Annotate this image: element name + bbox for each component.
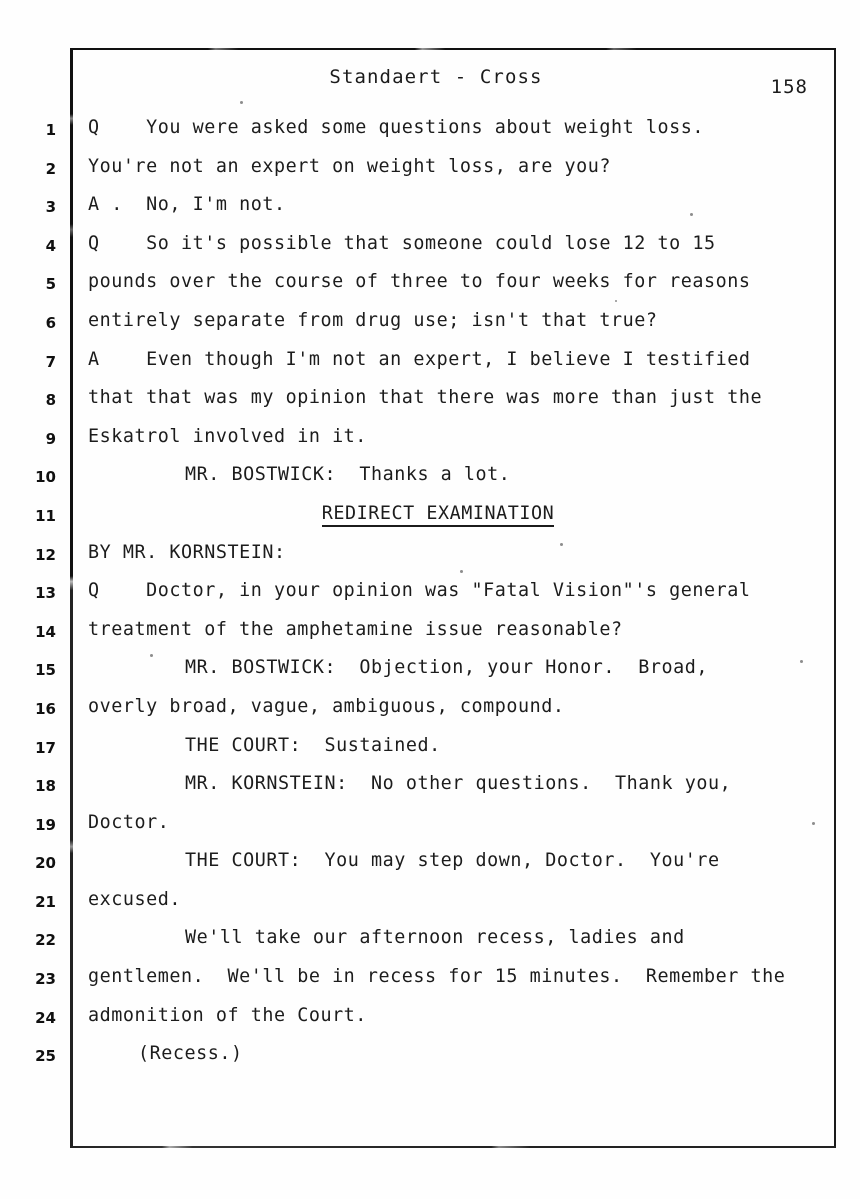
line-number: 12 — [35, 545, 56, 564]
transcript-line — [0, 462, 860, 501]
line-text: treatment of the amphetamine issue reasonable? — [88, 618, 623, 640]
line-number: 8 — [45, 391, 56, 410]
line-text: pounds over the course of three to four weeks for reasons — [88, 271, 751, 293]
transcript-line — [0, 617, 860, 656]
line-number: 1 — [45, 121, 56, 139]
line-number: 9 — [45, 429, 56, 448]
line-text: BY MR. KORNSTEIN: — [88, 541, 286, 563]
transcript-line — [0, 964, 860, 1003]
line-text: THE COURT: You may step down, Doctor. You're — [185, 850, 720, 872]
line-text: MR. BOSTWICK: Objection, your Honor. Broad, — [185, 657, 708, 679]
line-number: 24 — [35, 1008, 56, 1027]
line-number: 25 — [35, 1047, 56, 1066]
transcript-line — [0, 424, 860, 463]
transcript-line — [0, 154, 860, 193]
transcript-line — [0, 810, 860, 849]
line-number: 10 — [35, 468, 56, 487]
line-text — [88, 503, 818, 524]
transcript-line — [0, 925, 860, 964]
line-text: MR. BOSTWICK: Thanks a lot. — [185, 464, 511, 486]
line-text: Q Doctor, in your opinion was "Fatal Vision"'s general — [88, 580, 751, 602]
transcript-line — [0, 1041, 860, 1080]
transcript-line — [0, 733, 860, 772]
line-number: 13 — [35, 584, 56, 603]
line-number: 23 — [35, 970, 56, 989]
page-number: 158 — [770, 76, 808, 98]
line-number: 11 — [35, 506, 56, 525]
transcript-line — [0, 192, 860, 231]
transcript-line — [0, 308, 860, 347]
section-heading: REDIRECT EXAMINATION — [322, 503, 554, 527]
transcript-line — [0, 540, 860, 579]
transcript-line — [0, 771, 860, 810]
transcript-line — [0, 115, 860, 154]
line-text: that that was my opinion that there was more than just the — [88, 387, 763, 409]
line-number: 7 — [45, 352, 56, 371]
line-number: 3 — [45, 198, 56, 217]
line-text: MR. KORNSTEIN: No other questions. Thank you, — [185, 773, 732, 795]
line-number: 18 — [35, 777, 56, 796]
transcript-line — [0, 1003, 860, 1042]
transcript-line — [0, 269, 860, 308]
line-text: Q So it's possible that someone could lose 12 to 15 — [88, 232, 716, 254]
line-number: 17 — [35, 738, 56, 757]
transcript-line — [0, 231, 860, 270]
line-text: You're not an expert on weight loss, are you? — [88, 155, 611, 177]
line-number: 15 — [35, 661, 56, 680]
line-text: We'll take our afternoon recess, ladies and — [185, 927, 685, 949]
page-header — [70, 60, 836, 100]
line-text: admonition of the Court. — [88, 1004, 367, 1026]
line-text: (Recess.) — [138, 1043, 243, 1065]
line-text: A Even though I'm not an expert, I believe I testified — [88, 348, 751, 370]
line-number: 20 — [35, 854, 56, 873]
line-text: overly broad, vague, ambiguous, compound. — [88, 695, 565, 717]
line-number: 19 — [35, 815, 56, 834]
line-text: Eskatrol involved in it. — [88, 425, 367, 447]
line-text: entirely separate from drug use; isn't that true? — [88, 309, 658, 331]
line-number: 2 — [45, 159, 56, 178]
line-text: A . No, I'm not. — [88, 194, 286, 216]
line-number: 21 — [35, 892, 56, 911]
transcript-body — [0, 115, 860, 1080]
transcript-line — [0, 578, 860, 617]
line-text: Doctor. — [88, 811, 170, 833]
line-number: 4 — [45, 236, 56, 255]
line-number: 14 — [35, 622, 56, 641]
line-text: Q You were asked some questions about weight loss. — [88, 117, 704, 138]
transcript-line — [0, 848, 860, 887]
transcript-line — [0, 887, 860, 926]
transcript-line — [0, 501, 860, 540]
transcript-line — [0, 694, 860, 733]
line-text: gentlemen. We'll be in recess for 15 minutes. Remember the — [88, 966, 786, 988]
line-number: 5 — [45, 275, 56, 294]
transcript-line — [0, 655, 860, 694]
line-number: 6 — [45, 313, 56, 332]
transcript-line — [0, 385, 860, 424]
line-number: 16 — [35, 699, 56, 718]
header-title: Standaert - Cross — [329, 66, 543, 88]
line-number: 22 — [35, 931, 56, 950]
scan-speck — [240, 101, 243, 104]
transcript-line — [0, 347, 860, 386]
line-text: THE COURT: Sustained. — [185, 734, 441, 756]
line-text: excused. — [88, 888, 181, 910]
